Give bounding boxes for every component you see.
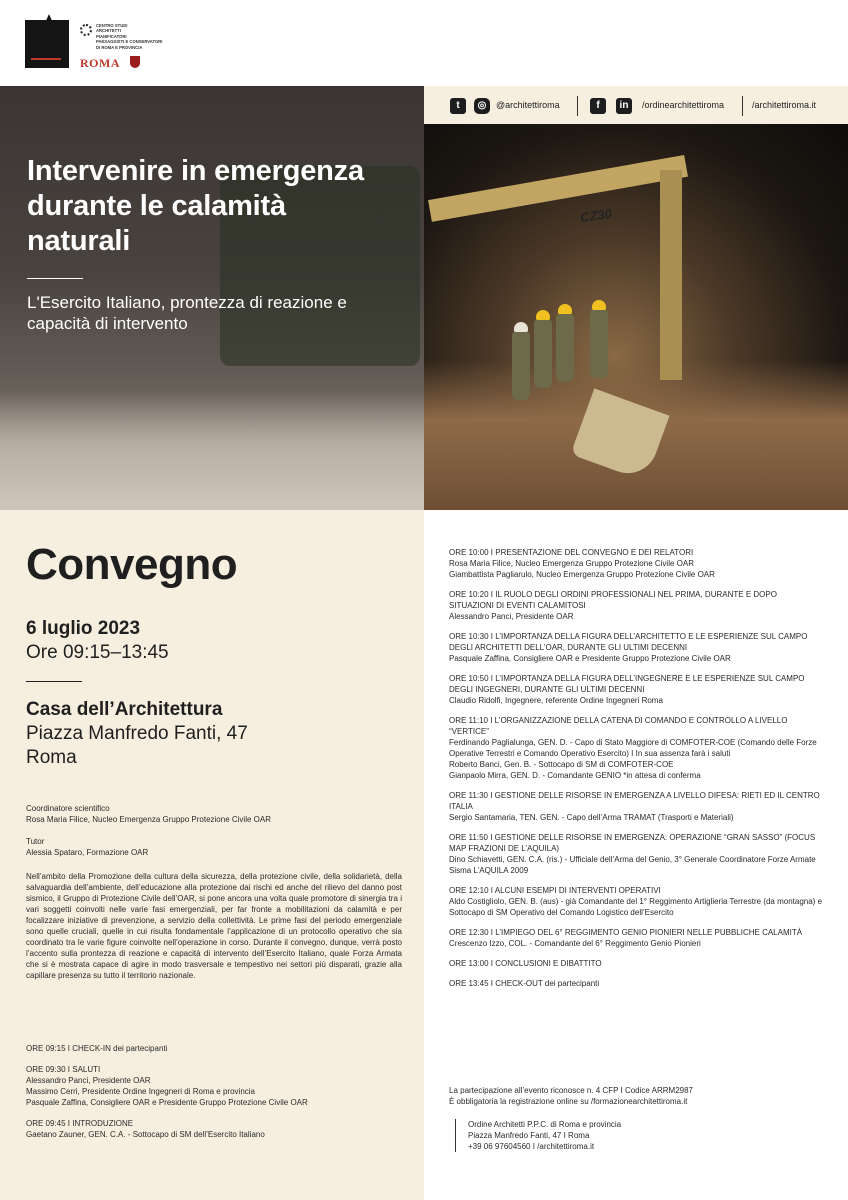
soldier-figure [556,312,574,382]
oar-logo [25,20,69,68]
program-item-heading: ORE 10:50 I L’IMPORTANZA DELLA FIGURA DELL’INGEGNERE E LE ESPERIENZE SUL CAMPO DEGLI INGEGNERI, DURANTE GLI ULTIMI DECENNI [449,674,805,694]
social-handle[interactable]: @architettiroma [496,100,560,110]
header [0,0,848,86]
registration-line[interactable]: È obbligatoria la registrazione online su /formazionearchitettiroma.it [449,1097,688,1106]
helmet-icon [536,310,550,320]
program-item [449,790,824,823]
helmet-icon [592,300,606,310]
program-item [449,978,824,989]
cfp-line: La partecipazione all’evento riconosce n. 4 CFP I Codice ARRM2987 [449,1086,693,1095]
program-item-heading: ORE 10:20 I IL RUOLO DEGLI ORDINI PROFESSIONALI NEL PRIMA, DURANTE E DOPO SITUAZIONI DI EVENTI CALAMITOSI [449,590,777,610]
tutor-name: Alessia Spataro, Formazione OAR [26,848,149,857]
program-left [26,1043,402,1140]
program-item-speaker: Pasquale Zaffina, Consigliere OAR e Presidente Gruppo Protezione Civile OAR [26,1098,308,1107]
program-item [449,589,824,622]
program-item-speaker: Gaetano Zauner, GEN. C.A. - Sottocapo di SM dell’Esercito Italiano [26,1130,265,1139]
program-item-heading: ORE 09:30 I SALUTI [26,1065,101,1074]
event-city: Roma [26,747,77,768]
divider [742,96,743,116]
program-item [26,1043,402,1054]
program-item [26,1118,402,1140]
divider [577,96,578,116]
program-item-heading: ORE 11:30 I GESTIONE DELLE RISORSE IN EMERGENZA A LIVELLO DIFESA: RIETI ED IL CENTRO ITALIA [449,791,820,811]
program-item-speaker: Roberto Banci, Gen. B. - Sottocapo di SM di COMFOTER-COE [449,760,674,769]
program-item-speaker: Rosa Maria Filice, Nucleo Emergenza Gruppo Protezione Civile OAR [449,559,694,568]
credits-note [449,1085,824,1107]
program-item-heading: ORE 10:30 I L’IMPORTANZA DELLA FIGURA DELL’ARCHITETTO E LE ESPERIENZE SUL CAMPO DEGLI ARCHITETTI DELL’OAR, DURANTE GLI ULTIMI DECENNI [449,632,808,652]
logo-text-line: PAESAGGISTI E CONSERVATORI [96,39,163,45]
contact-org: Ordine Architetti P.P.C. di Roma e provincia [468,1120,622,1129]
facebook-icon[interactable]: f [590,98,606,114]
program-item-speaker: Alessandro Panci, Presidente OAR [26,1076,151,1085]
coordinator-label: Coordinatore scientifico [26,804,110,813]
page-subtitle: L'Esercito Italiano, prontezza di reazione e capacità di intervento [27,293,347,333]
instagram-icon[interactable]: ◎ [474,98,490,114]
event-time: Ore 09:15–13:45 [26,642,169,663]
program-item [449,885,824,918]
event-date: 6 luglio 2023 [26,618,141,639]
program-item-speaker: Claudio Ridolfi, Ingegnere, referente Ordine Ingegneri Roma [449,696,663,705]
program-item-speaker: Massimo Cerri, Presidente Ordine Ingegneri di Roma e provincia [26,1087,255,1096]
program-item-speaker: Dino Schiavetti, GEN. C.A. (ris.) - Ufficiale dell’Arma del Genio, 3° Generale Coordinatore Forze Armate Sisma L’AQUILA 2009 [449,855,816,875]
divider [26,681,82,682]
soldier-figure [590,308,608,378]
program-item-heading: ORE 13:45 I CHECK-OUT dei partecipanti [449,979,600,988]
program-item-speaker: Aldo Costigliolo, GEN. B. (aus) - già Comandante del 1° Reggimento Artiglieria Terrestre (da montagna) e Sottocapo di SM Operativo del Comando Logistico dell’Esercito [449,897,823,917]
program-item [449,832,824,876]
tutor-label: Tutor [26,837,45,846]
program-item-speaker: Sergio Santamaria, TEN. GEN. - Capo dell’Arma TRAMAT (Trasporti e Materiali) [449,813,734,822]
program-right [449,547,824,989]
seal-icon [80,24,92,36]
logo-text-line: ARCHITETTI [96,28,121,34]
logo-text-line: DI ROMA E PROVINCIA [96,44,143,50]
divider [27,278,83,279]
program-item [449,715,824,781]
program-item-speaker: Crescenzo Izzo, COL. - Comandante del 6° Reggimento Genio Pionieri [449,939,701,948]
program-item [449,927,824,949]
social-bar [424,86,848,124]
helmet-icon [558,304,572,314]
excavator-boom [660,170,682,380]
event-address: Piazza Manfredo Fanti, 47 [26,723,248,744]
contact-phone-web[interactable]: +39 06 97604560 I /architettiroma.it [468,1142,595,1151]
logo-text-line: PIANIFICATORI [96,33,127,39]
program-item [26,1064,402,1108]
program-item-heading: ORE 10:00 I PRESENTAZIONE DEL CONVEGNO E DEI RELATORI [449,548,694,557]
program-item-heading: ORE 12:10 I ALCUNI ESEMPI DI INTERVENTI OPERATIVI [449,886,661,895]
program-item-heading: ORE 09:15 I CHECK-IN dei partecipanti [26,1044,168,1053]
rubble-left [0,390,424,510]
program-item-heading: ORE 13:00 I CONCLUSIONI E DIBATTITO [449,959,602,968]
program-item [449,673,824,706]
website-link[interactable]: /architettiroma.it [752,100,817,110]
roma-wordmark: ROMA [80,56,120,70]
page-title: Intervenire in emergenza durante le calamità naturali [27,155,364,257]
credits [26,803,402,858]
program-item [449,631,824,664]
program-item-speaker: Pasquale Zaffina, Consigliere OAR e Presidente Gruppo Protezione Civile OAR [449,654,731,663]
linkedin-icon[interactable]: in [616,98,632,114]
twitter-icon[interactable]: t [450,98,466,114]
program-item-heading: ORE 11:10 I L’ORGANIZZAZIONE DELLA CATENA DI COMANDO E CONTROLLO A LIVELLO “VERTICE” [449,716,788,736]
program-item-speaker: Giambattista Pagliarulo, Nucleo Emergenza Gruppo Protezione Civile OAR [449,570,715,579]
program-item-speaker: Alessandro Panci, Presidente OAR [449,612,574,621]
program-item [449,547,824,580]
contact-block [455,1119,621,1152]
logo-text [96,23,162,50]
event-kind: Convegno [26,540,238,589]
social-handle[interactable]: /ordinearchitettiroma [642,100,725,110]
program-item-speaker: Ferdinando Paglialunga, GEN. D. - Capo di Stato Maggiore di COMFOTER-COE (Comando delle Forze Operative Terrestri e Comando Operativo Esercito) I In sua assenza farà i saluti [449,738,817,758]
program-item-heading: ORE 09:45 I INTRODUZIONE [26,1119,134,1128]
program-item-heading: ORE 11:50 I GESTIONE DELLE RISORSE IN EMERGENZA: OPERAZIONE “GRAN SASSO” (FOCUS MAP FRAZIONI DE L’AQUILA) [449,833,816,853]
program-item [449,958,824,969]
logo-triangle-shape [41,14,57,32]
contact-address: Piazza Manfredo Fanti, 47 I Roma [468,1131,590,1140]
helmet-icon [514,322,528,332]
program-item-speaker: Gianpaolo Mirra, GEN. D. - Comandante GENIO *in attesa di conferma [449,771,701,780]
program-item-heading: ORE 12:30 I L’IMPIEGO DEL 6° REGGIMENTO GENIO PIONIERI NELLE PUBBLICHE CALAMITÀ [449,928,803,937]
soldier-figure [512,330,530,400]
logo-text-line: CENTRO STUDI [96,23,128,28]
coordinator-name: Rosa Maria Filice, Nucleo Emergenza Gruppo Protezione Civile OAR [26,815,271,824]
roma-crest-icon [130,56,140,68]
soldier-figure [534,318,552,388]
logo-stripe [31,58,61,60]
intro-paragraph: Nell’ambito della Promozione della cultura della sicurezza, della protezione civile, della solidarietà, della salvaguardia dell’ambiente, dell’educazione alla protezione dai rischi ed anche del rilievo del danno post sismico, il Gruppo di Protezione Civile dell’OAR, si pone ancora una volta quale promotore di sinergia tra i vari soggetti coinvolti nelle varie fasi emergenziali, per far fronte a mobilitazioni da calamità e per focalizzare iniziative di prevenzione, a servizio della collettività. Le prime fasi del periodo emergenziale sono quelle cruciali, quelle in cui risulta fondamentale l’applicazione di un protocollo operativo che sia coordinato tra le varie figure coinvolte nell’operazione in corso. Durante il convegno, dunque, verrà posto l’accento sulla prontezza di reazione e capacità di intervento dell’Esercito Italiano, quale Forza Armata che si è mostrata capace di agire in modo trasversale e tempestivo nei settori più disparati, grazie alla capillare presenza su tutto il territorio nazionale. [26,872,402,980]
event-venue: Casa dell’Architettura [26,699,223,720]
excavator-marking: CZ30 [579,205,613,226]
